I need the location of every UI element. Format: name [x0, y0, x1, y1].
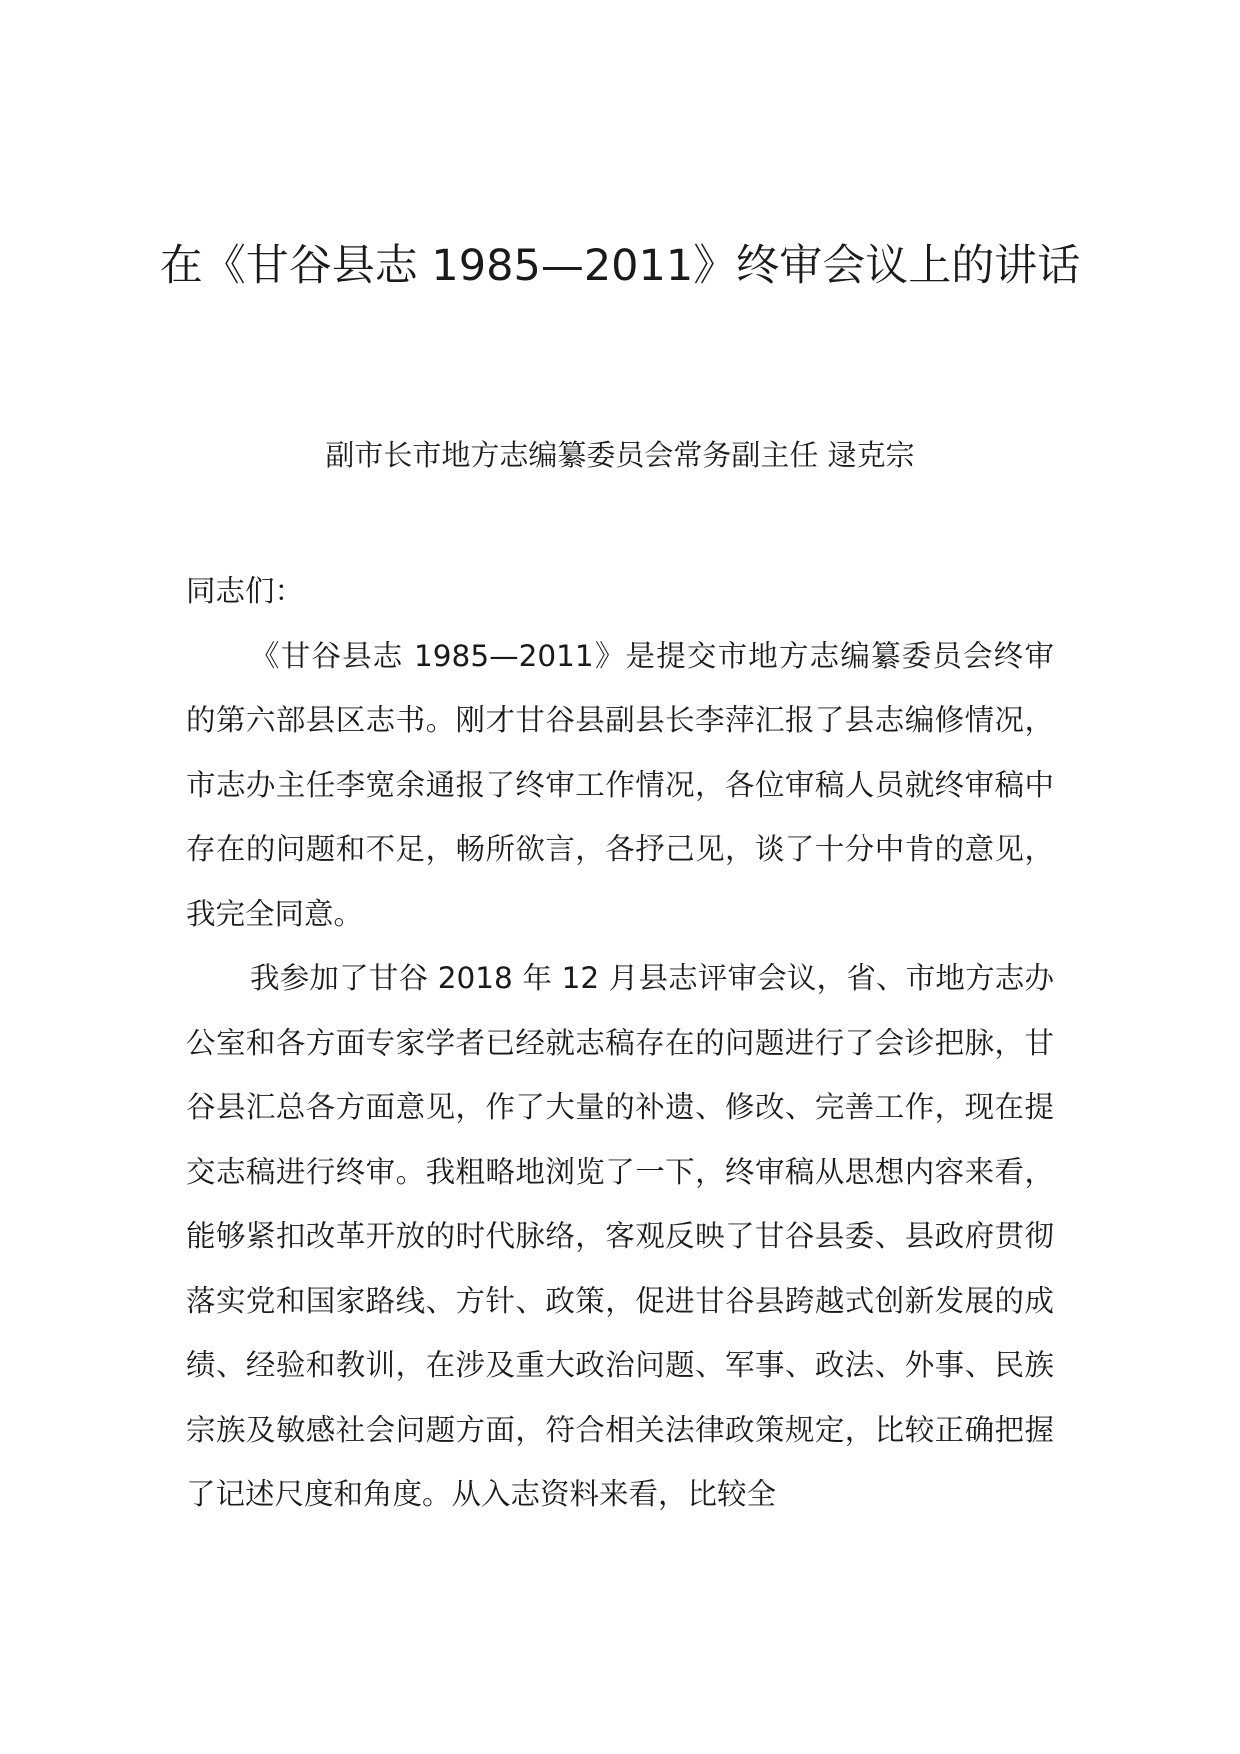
- document-body: [186, 559, 1054, 1527]
- body-paragraph: 我参加了甘谷 2018 年 12 月县志评审会议，省、市地方志办公室和各方面专家学者已经就志稿存在的问题进行了会诊把脉，甘谷县汇总各方面意见，作了大量的补遗、修改、完善工作，现在提交志稿进行终审。我粗略地浏览了一下，终审稿从思想内容来看，能够紧扣改革开放的时代脉络，客观反映了甘谷县委、县政府贯彻落实党和国家路线、方针、政策，促进甘谷县跨越式创新发展的成绩、经验和教训，在涉及重大政治问题、军事、政法、外事、民族宗族及敏感社会问题方面，符合相关法律政策规定，比较正确把握了记述尺度和角度。从入志资料来看，比较全: [186, 961, 1054, 1511]
- author-line: 副市长市地方志编纂委员会常务副主任 逯克宗: [325, 438, 915, 472]
- body-paragraph: 《甘谷县志 1985—2011》是提交市地方志编纂委员会终审的第六部县区志书。刚才甘谷县副县长李萍汇报了县志编修情况，市志办主任李宽余通报了终审工作情况，各位审稿人员就终审稿中存在的问题和不足，畅所欲言，各抒己见，谈了十分中肯的意见，我完全同意。: [186, 638, 1054, 931]
- salutation: 同志们：: [186, 574, 305, 608]
- document-title: 在《甘谷县志 1985—2011》终审会议上的讲话: [159, 241, 1081, 291]
